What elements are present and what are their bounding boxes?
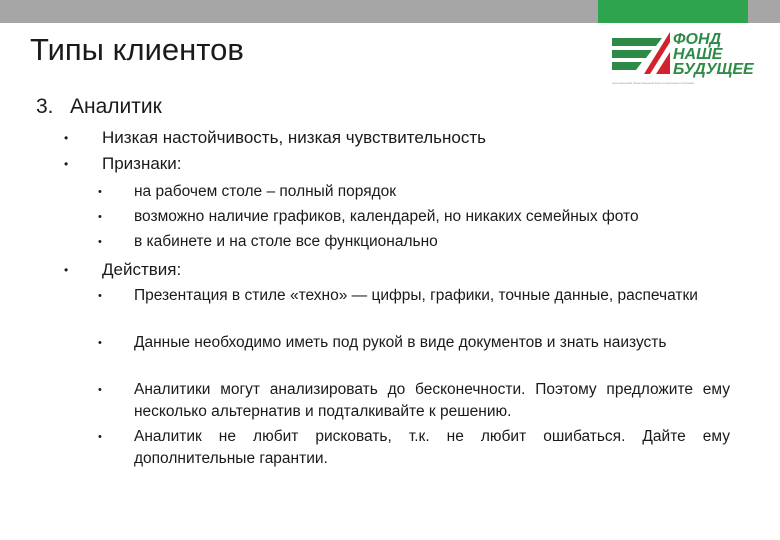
bullet: • — [64, 157, 69, 171]
bullet: • — [64, 263, 69, 277]
bullet: • — [98, 431, 102, 443]
logo-tagline: региональный общественный фонд социальных программ — [612, 81, 694, 84]
sub-list-item-text: Аналитики могут анализировать до бесконечности. Поэтому предложите ему несколько альтернатив и подталкивайте к решению. — [134, 381, 730, 420]
bullet: • — [98, 290, 102, 302]
list-item-text: Низкая настойчивость, низкая чувствительность — [102, 128, 487, 147]
logo-wordmark — [673, 32, 754, 77]
sub-list-item-text: Данные необходимо иметь под рукой в виде документов и знать наизусть — [134, 334, 667, 351]
fund-logo — [610, 30, 770, 90]
top-bar-green — [598, 0, 748, 23]
sub-list-item-text: на рабочем столе – полный порядок — [134, 183, 397, 200]
list-item-text: Признаки: — [102, 154, 182, 173]
top-bar-gray-right — [748, 0, 780, 23]
bullet: • — [98, 186, 102, 198]
bullet: • — [98, 384, 102, 396]
top-bar — [0, 0, 780, 23]
heading-number: 3. — [36, 95, 54, 118]
logo-line-3: БУДУЩЕЕ — [673, 61, 754, 78]
sub-list-item-text: Аналитик не любит рисковать, т.к. не любит ошибаться. Дайте ему дополнительные гарантии. — [134, 428, 730, 467]
bullet: • — [98, 337, 102, 349]
top-bar-gray — [0, 0, 598, 23]
bullet: • — [98, 236, 102, 248]
bullet: • — [64, 131, 69, 145]
section-heading — [36, 95, 162, 119]
list-item-text: Действия: — [102, 260, 182, 279]
logo-emblem-icon — [610, 30, 672, 80]
bullet: • — [98, 211, 102, 223]
heading-text: Аналитик — [70, 95, 162, 118]
logo-line-1: ФОНД — [673, 31, 722, 48]
sub-list-item-text: Презентация в стиле «техно» — цифры, графики, точные данные, распечатки — [134, 287, 698, 304]
sub-list-item-text: возможно наличие графиков, календарей, но никаких семейных фото — [134, 208, 639, 225]
logo-line-2: НАШЕ — [673, 46, 723, 63]
slide-title: Типы клиентов — [30, 32, 244, 67]
sub-list-item-text: в кабинете и на столе все функционально — [134, 233, 438, 250]
